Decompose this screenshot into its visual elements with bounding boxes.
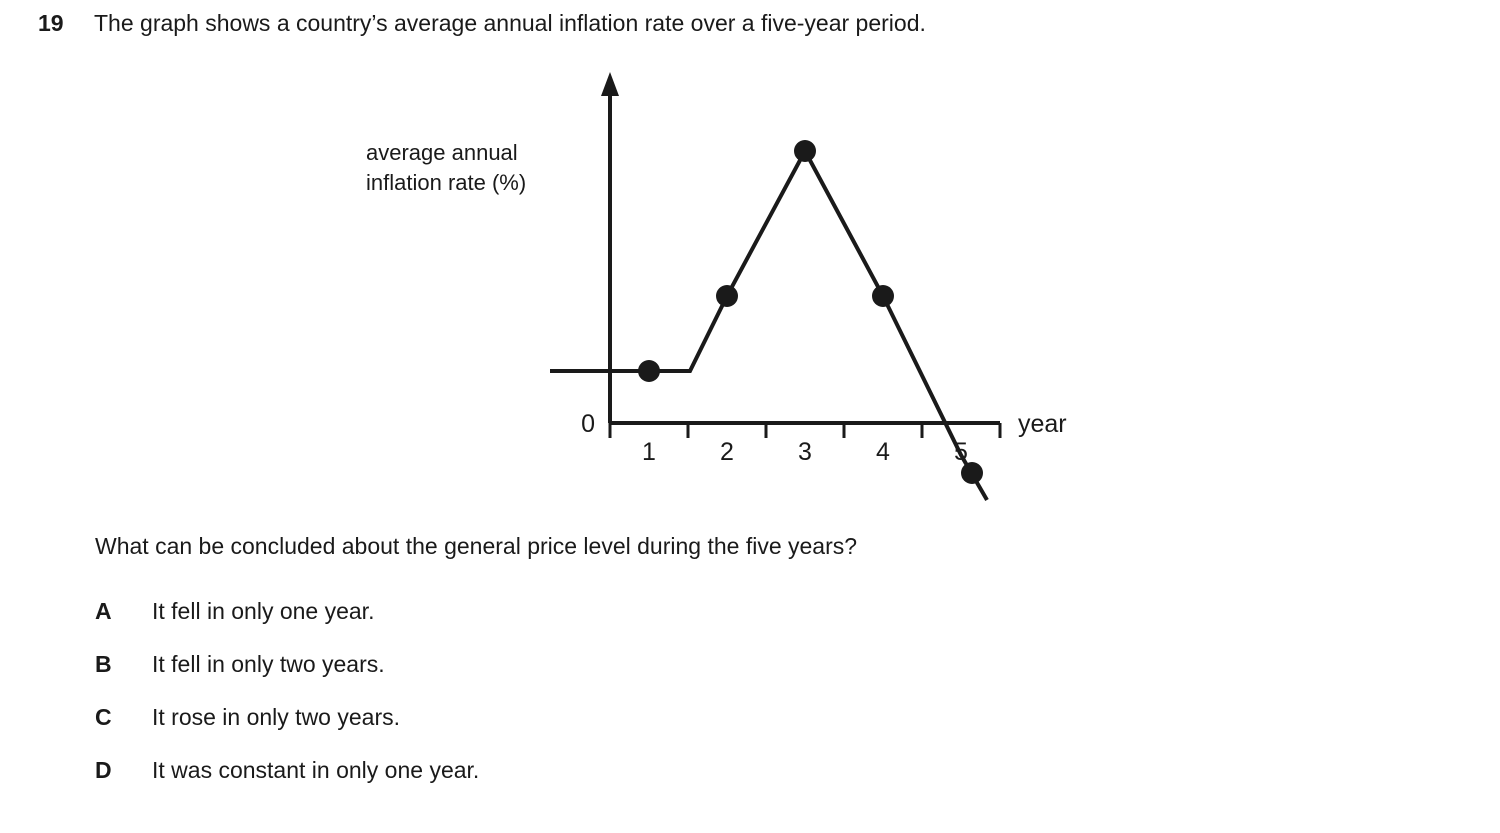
question-prompt: What can be concluded about the general price level during the five years?: [95, 533, 858, 559]
origin-label: 0: [581, 410, 595, 438]
option-b-letter: B: [95, 651, 112, 677]
x-tick-label-1: 1: [642, 438, 656, 466]
answer-options: [95, 598, 995, 810]
y-axis-label-line-1: average annual: [366, 140, 518, 165]
data-point-year-2: [716, 285, 738, 307]
option-d-letter: D: [95, 757, 112, 783]
option-d[interactable]: [95, 757, 995, 784]
option-b[interactable]: [95, 651, 995, 678]
option-d-text: It was constant in only one year.: [152, 757, 480, 783]
inflation-graph-figure: [350, 60, 1110, 510]
question-header: [38, 10, 926, 37]
x-tick-label-2: 2: [720, 438, 734, 466]
inflation-line: [550, 151, 987, 500]
option-a-text: It fell in only one year.: [152, 598, 375, 624]
question-stem: The graph shows a country’s average annual inflation rate over a five-year period.: [94, 10, 926, 36]
option-c-letter: C: [95, 704, 112, 730]
option-b-text: It fell in only two years.: [152, 651, 385, 677]
x-tick-label-4: 4: [876, 438, 890, 466]
y-axis-label-line-2: inflation rate (%): [366, 170, 527, 195]
option-a-letter: A: [95, 598, 112, 624]
data-point-year-3: [794, 140, 816, 162]
data-point-year-1: [638, 360, 660, 382]
question-number: 19: [38, 10, 64, 36]
option-c[interactable]: [95, 704, 995, 731]
option-c-text: It rose in only two years.: [152, 704, 400, 730]
x-axis-label: year: [1018, 410, 1067, 438]
y-axis-arrow: [601, 72, 619, 96]
data-point-year-4: [872, 285, 894, 307]
x-tick-label-5: 5: [954, 438, 968, 466]
option-a[interactable]: [95, 598, 995, 625]
line-chart-svg: [350, 60, 1110, 510]
x-tick-label-3: 3: [798, 438, 812, 466]
y-axis-label: [366, 138, 606, 198]
